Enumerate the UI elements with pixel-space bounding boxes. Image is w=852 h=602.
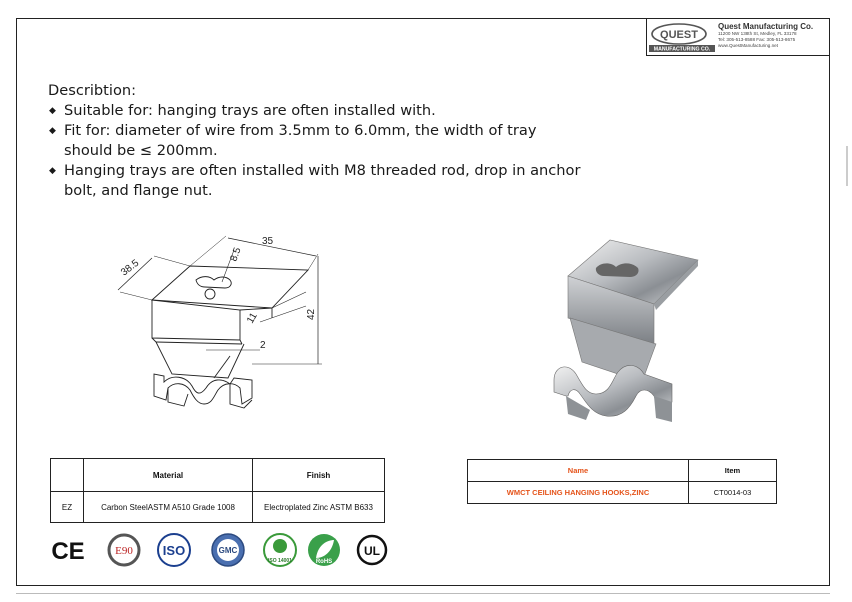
- table-row: [468, 482, 777, 504]
- bullet-icon: ◆: [49, 106, 56, 116]
- quest-logo: [649, 21, 715, 53]
- material-code-cell: EZ: [51, 492, 84, 523]
- description-list: [48, 101, 588, 201]
- edge-mark: [846, 146, 848, 186]
- product-photo: [546, 232, 706, 432]
- material-table-header-material: Material: [84, 459, 253, 492]
- part-lower-body: [156, 342, 244, 378]
- svg-text:QUEST: QUEST: [660, 29, 698, 41]
- svg-text:UL: UL: [364, 544, 380, 558]
- material-cell: Carbon SteelASTM A510 Grade 1008: [84, 492, 253, 523]
- dimension-11: 11: [245, 311, 260, 326]
- svg-text:ISO 14001: ISO 14001: [268, 558, 292, 564]
- e90-mark-icon: [106, 532, 142, 568]
- finish-cell: Electroplated Zinc ASTM B633: [253, 492, 385, 523]
- product-name-cell: WMCT CEILING HANGING HOOKS,ZINC: [468, 482, 689, 504]
- company-website: www.QuestManufacturing.net: [718, 43, 779, 48]
- dimension-38-5: 38.5: [119, 257, 142, 279]
- gmc-mark-icon: [210, 532, 246, 568]
- description-title: Describtion:: [48, 82, 137, 99]
- material-table-header-code: [51, 459, 84, 492]
- svg-text:GMC: GMC: [218, 546, 238, 555]
- bullet-icon: ◆: [49, 126, 56, 136]
- item-header: Item: [689, 460, 777, 482]
- svg-text:ISO: ISO: [162, 543, 186, 558]
- name-item-table: [467, 459, 777, 504]
- name-header: Name: [468, 460, 689, 482]
- company-header: [646, 18, 830, 56]
- description-item: ◆ Fit for: diameter of wire from 3.5mm to 6.0mm, the width of tray should be ≤ 200mm.: [49, 122, 537, 159]
- technical-drawing: [110, 228, 340, 428]
- description-item: ◆ Suitable for: hanging trays are often installed with.: [49, 102, 436, 119]
- part-top-face: [152, 266, 308, 308]
- dimension-2: 2: [260, 340, 266, 351]
- description-section: [48, 81, 588, 201]
- part-slot: [196, 277, 231, 288]
- bullet-icon: ◆: [49, 166, 56, 176]
- material-table-header-finish: Finish: [253, 459, 385, 492]
- sheet-bottom-line: [16, 593, 830, 594]
- ce-mark-icon: [50, 532, 86, 568]
- ul-mark-icon: [354, 532, 390, 568]
- part-front-face: [152, 300, 240, 340]
- iso14001-mark-icon: [262, 532, 298, 568]
- company-address: 11200 NW 138th St, Medley, FL 33178: [718, 31, 797, 36]
- svg-text:CE: CE: [51, 538, 85, 565]
- svg-text:MANUFACTURING CO.: MANUFACTURING CO.: [653, 46, 711, 53]
- company-name: Quest Manufacturing Co.: [718, 22, 814, 31]
- material-table: [50, 458, 385, 523]
- item-code-cell: CT0014-03: [689, 482, 777, 504]
- iso-mark-icon: [156, 532, 192, 568]
- company-phones: Tel: 305-513-8588 Fax: 305-513-8675: [718, 37, 796, 42]
- dimension-35: 35: [262, 236, 274, 247]
- svg-text:RoHS: RoHS: [315, 559, 333, 565]
- part-hook: [154, 374, 252, 404]
- dimension-42: 42: [306, 308, 317, 320]
- dimension-8-5: 8.5: [228, 246, 244, 264]
- svg-text:E90: E90: [115, 545, 133, 557]
- description-item: ◆ Hanging trays are often installed with M8 threaded rod, drop in anchor bolt, and flange nut.: [49, 162, 581, 199]
- table-row: [51, 492, 385, 523]
- rohs-mark-icon: [306, 532, 342, 568]
